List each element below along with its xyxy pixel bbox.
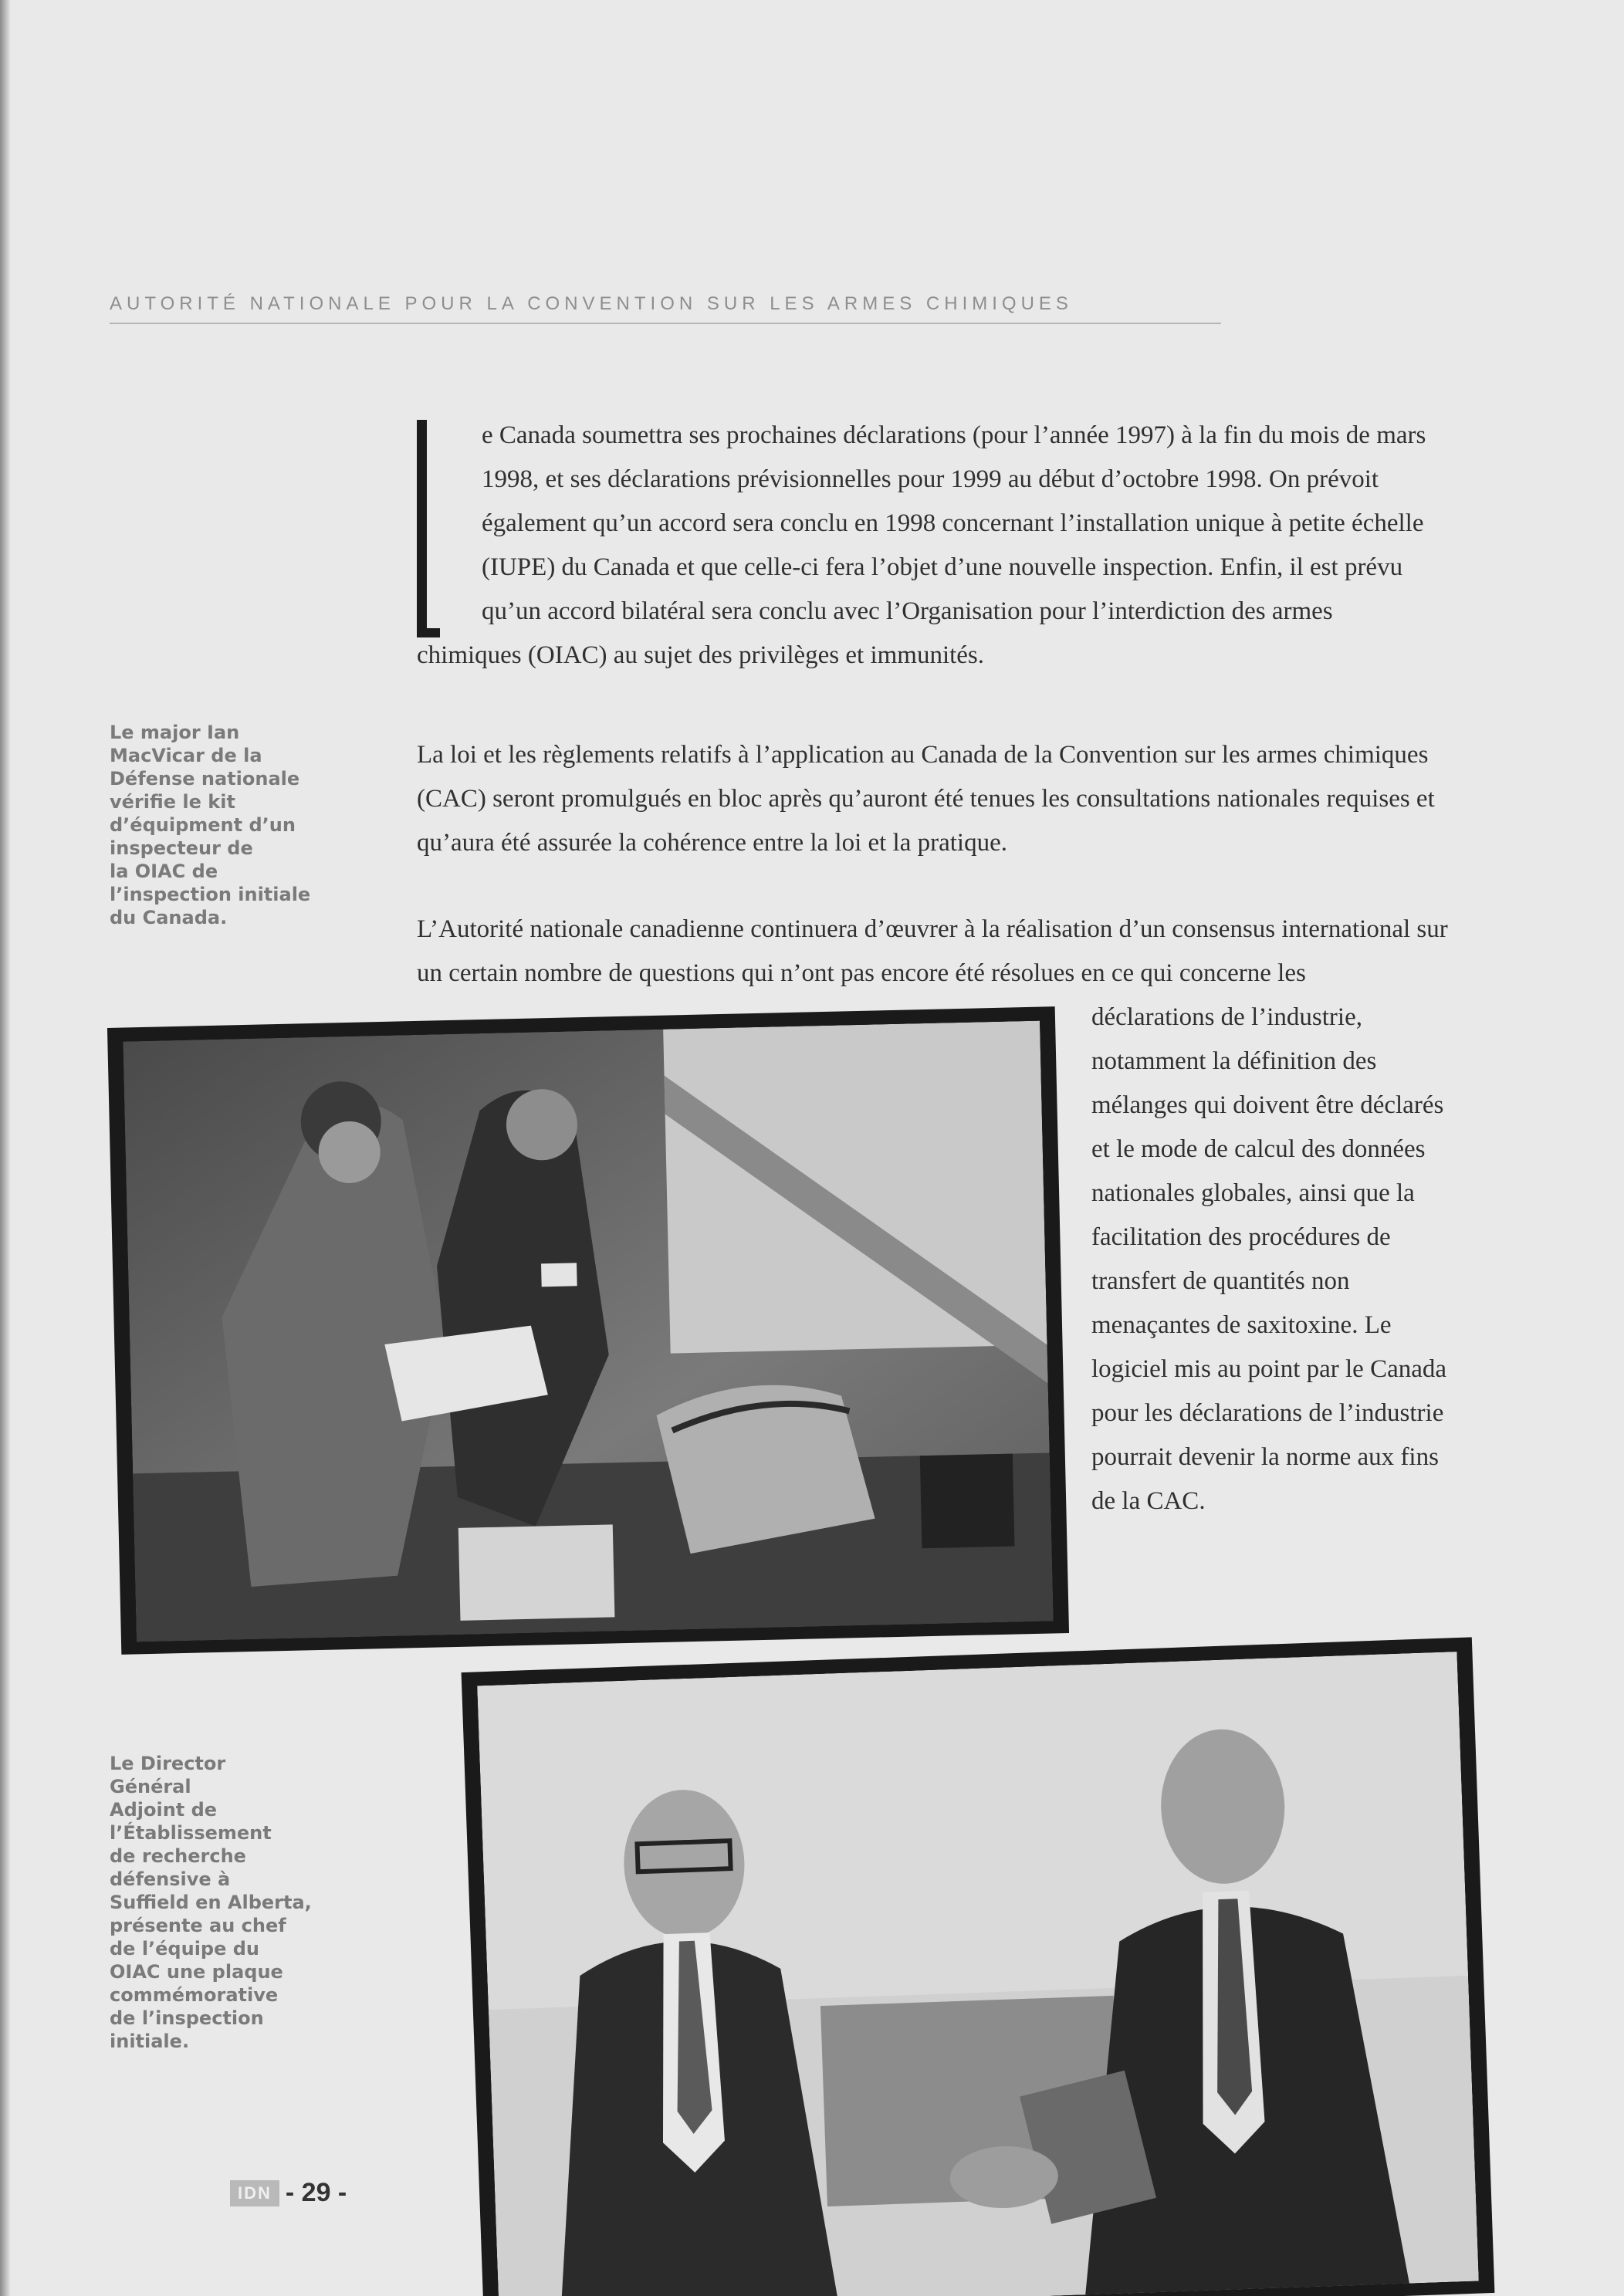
intro-line: chimiques (OIAC) au sujet des privilèges et immunités. <box>417 641 985 669</box>
intro-line: qu’un accord bilatéral sera conclu avec l’Organisation pour l’interdiction des armes <box>482 597 1333 625</box>
photo-caption-1: Le major Ian MacVicar de la Défense nationale vérifie le kit d’équipment d’un inspecteur de la OIAC de l’inspection initiale du Canada. <box>110 722 311 928</box>
photo-plaque-presentation-image <box>477 1652 1479 2296</box>
photo-inspection-kit <box>107 1006 1069 1655</box>
section-header: AUTORITÉ NATIONALE POUR LA CONVENTION SUR LES ARMES CHIMIQUES <box>110 293 1073 314</box>
photo-plaque-presentation-illustration <box>477 1652 1479 2296</box>
page-number: - 29 - <box>285 2178 347 2207</box>
paragraph-authority: L’Autorité nationale canadienne continuera d’œuvrer à la réalisation d’un consensus international sur un certain nombre de questions qui n’ont pas encore été résolues en ce qui concerne les <box>417 915 1448 987</box>
photo-caption-2: Le Director Général Adjoint de l’Établissement de recherche défensive à Suffield en Alberta, présente au chef de l’équipe du OIAC une plaque commémorative de l’inspection initiale. <box>110 1753 312 2052</box>
paragraph-authority-continued: déclarations de l’industrie, notamment la définition des mélanges qui doivent être déclarés et le mode de calcul des données nationales globales, ainsi que la facilitation des procédures de transfert de quantités non menaçantes de saxitoxine. Le logiciel mis au point par le Canada pour les déclarations de l’industrie pourrait devenir la norme aux fins de la CAC. <box>1091 1003 1447 1515</box>
page-binding-edge <box>0 0 11 2296</box>
photo-plaque-presentation <box>462 1637 1495 2296</box>
intro-line: 1998, et ses déclarations prévisionnelles pour 1999 au début d’octobre 1998. On prévoit <box>482 465 1379 493</box>
page-footer <box>230 2178 347 2208</box>
paragraph-law: La loi et les règlements relatifs à l’application au Canada de la Convention sur les armes chimiques (CAC) seront promulgués en bloc après qu’auront été tenues les consultations nationales requises et qu’aura été assurée la cohérence entre la loi et la pratique. <box>417 741 1435 857</box>
intro-line: également qu’un accord sera conclu en 1998 concernant l’installation unique à petite échelle <box>482 509 1424 537</box>
intro-paragraph <box>417 414 1482 678</box>
publication-badge: IDN <box>230 2180 279 2206</box>
photo-inspection-kit-image <box>123 1021 1053 1642</box>
intro-line: (IUPE) du Canada et que celle-ci fera l’objet d’une nouvelle inspection. Enfin, il est prévu <box>482 553 1403 581</box>
photo-inspection-kit-illustration <box>123 1021 1053 1642</box>
intro-line: e Canada soumettra ses prochaines déclarations (pour l’année 1997) à la fin du mois de mars <box>482 421 1426 449</box>
header-rule <box>110 323 1221 324</box>
